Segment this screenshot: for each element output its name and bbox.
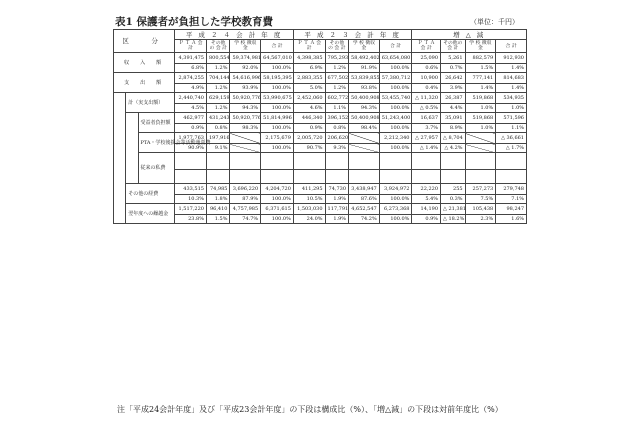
cell-p: 9.3% [325, 144, 349, 153]
cell-n: 1,503,030 [293, 204, 325, 215]
cell-p: 10.5% [293, 195, 325, 204]
cell-p: 1.4% [496, 64, 527, 73]
table-row [114, 84, 527, 93]
cell-p: 23.8% [175, 215, 207, 224]
cell-p [230, 144, 261, 153]
cell-n [496, 153, 527, 170]
cell-n: 74,730 [325, 184, 349, 195]
cell-p: 1.4% [465, 84, 496, 93]
group-indent [114, 93, 126, 224]
cell-n: 3,696,220 [230, 184, 261, 195]
cell-n: 58,195,395 [261, 73, 294, 84]
cell-p [261, 170, 294, 184]
cell-n: 534,935 [496, 93, 527, 104]
cell-n: 16,637 [412, 113, 441, 124]
cell-n: 777,141 [465, 73, 496, 84]
cell-n: 6,371,615 [261, 204, 294, 215]
cell-n: 96,410 [206, 204, 230, 215]
footnote: 注「平成24会計年度」及び「平成23会計年度」の下段は構成比（%）、「増△減」の下段は対前年度比（%） [117, 405, 503, 414]
cell-n: 2,874,255 [175, 73, 207, 84]
cell-p: 0.8% [206, 124, 230, 133]
cell-p: 10.3% [175, 195, 207, 204]
cell-p: 100.0% [261, 104, 294, 113]
cell-p: 87.9% [230, 195, 261, 204]
header-pta: Ｐ Ｔ Ａ 会 計 [175, 40, 207, 53]
cell-p: 5.4% [412, 195, 441, 204]
cell-p: 1.9% [325, 195, 349, 204]
header-fy23: 平 成 ２ ３ 会 計 年 度 [293, 30, 412, 40]
cell-n: 446,340 [293, 113, 325, 124]
cell-n: 433,515 [175, 184, 207, 195]
row-label: 受益者負担額 [138, 113, 175, 133]
row-label: その他の経費 [126, 184, 175, 204]
cell-n: △ 11,320 [412, 93, 441, 104]
cell-p: 100.0% [261, 195, 294, 204]
cell-p: △ 4.2% [441, 144, 466, 153]
cell-n: 5,261 [441, 53, 466, 64]
cell-p: 6.9% [293, 64, 325, 73]
cell-p: 90.9% [175, 144, 207, 153]
table-row [114, 215, 527, 224]
cell-n [293, 153, 325, 170]
cell-n: 629,159 [206, 93, 230, 104]
cell-n: 74,985 [206, 184, 230, 195]
cell-p: 4.4% [441, 104, 466, 113]
cell-p: 1.4% [496, 84, 527, 93]
cell-n: 2,175,679 [261, 133, 294, 144]
header-change: 増 △ 減 [412, 30, 527, 40]
cell-n [349, 153, 380, 170]
unit-note: （単位：千円） [470, 18, 519, 26]
cell-n: 677,502 [325, 73, 349, 84]
cell-p: 24.0% [293, 215, 325, 224]
cell-n: 197,916 [206, 133, 230, 144]
cell-n: 53,990,675 [261, 93, 294, 104]
table-row [114, 195, 527, 204]
cell-n: 6,273,368 [379, 204, 412, 215]
cell-p [230, 170, 261, 184]
cell-n: 50,400,908 [349, 113, 380, 124]
cell-n: 795,293 [325, 53, 349, 64]
cell-p: 4.9% [175, 84, 207, 93]
cell-n [412, 153, 441, 170]
cell-n: 54,616,996 [230, 73, 261, 84]
cell-p: 0.9% [293, 124, 325, 133]
cell-p: 1.2% [325, 64, 349, 73]
cell-p: 74.2% [349, 215, 380, 224]
header-total: 合 計 [496, 40, 527, 53]
cell-p: 100.0% [379, 124, 412, 133]
cell-n: 1,977,763 [175, 133, 207, 144]
cell-n: 57,380,712 [379, 73, 412, 84]
cell-n: 411,295 [293, 184, 325, 195]
cell-n: 257,273 [465, 184, 496, 195]
cell-n: 4,398,385 [293, 53, 325, 64]
header-pta: Ｐ Ｔ Ａ 会 計 [412, 40, 441, 53]
cell-p: 1.0% [465, 124, 496, 133]
table-row [114, 53, 527, 64]
cell-n: 117,791 [325, 204, 349, 215]
row-label: 収 入 額 [114, 53, 175, 73]
cell-p: 0.3% [441, 195, 466, 204]
cell-n: 3,438,947 [349, 184, 380, 195]
cell-n: 64,567,010 [261, 53, 294, 64]
cell-n: 2,452,060 [293, 93, 325, 104]
cell-n: 2,212,340 [379, 133, 412, 144]
cell-n: 53,839,855 [349, 73, 380, 84]
cell-n: 255 [441, 184, 466, 195]
cell-p: 0.9% [412, 215, 441, 224]
cell-p: 0.7% [441, 64, 466, 73]
cell-n: 2,440,740 [175, 93, 207, 104]
document-title: 表1 保護者が負担した学校教育費 [115, 16, 273, 28]
header-fy24: 平 成 ２ ４ 会 計 年 度 [175, 30, 294, 40]
cell-n: 4,757,985 [230, 204, 261, 215]
cell-p [379, 170, 412, 184]
header-total: 合 計 [379, 40, 412, 53]
cell-n: 704,144 [206, 73, 230, 84]
cell-p [441, 170, 466, 184]
cell-p: 3.9% [441, 84, 466, 93]
row-label: 従来の私費 [138, 153, 175, 184]
cell-n: 53,455,740 [379, 93, 412, 104]
cell-n: 50,920,776 [230, 113, 261, 124]
table-row [114, 113, 527, 124]
cell-n: 59,374,981 [230, 53, 261, 64]
table-row [114, 184, 527, 195]
cell-n [379, 153, 412, 170]
table-row [114, 64, 527, 73]
row-label: 計（実支出額） [126, 93, 175, 113]
cell-p: 3.7% [412, 124, 441, 133]
cell-n: 912,930 [496, 53, 527, 64]
table-row [114, 204, 527, 215]
table-row [114, 153, 527, 170]
cell-p: 93.8% [349, 84, 380, 93]
cell-p: 6.8% [175, 64, 207, 73]
table-row [114, 93, 527, 104]
cell-p: 100.0% [261, 215, 294, 224]
cell-n [230, 153, 261, 170]
cell-p: 100.0% [261, 124, 294, 133]
cell-p: 1.1% [325, 104, 349, 113]
cell-n: 800,554 [206, 53, 230, 64]
cell-n: 22,220 [412, 184, 441, 195]
cell-p: 1.5% [465, 64, 496, 73]
cell-n: 519,868 [465, 113, 496, 124]
cell-p: 93.9% [230, 84, 261, 93]
cell-p: 91.9% [349, 64, 380, 73]
cell-p: 1.5% [206, 215, 230, 224]
cell-n: 206,620 [325, 133, 349, 144]
cell-n: 25,090 [412, 53, 441, 64]
cell-p: 98.3% [230, 124, 261, 133]
cell-n [175, 153, 207, 170]
cell-p: 94.3% [349, 104, 380, 113]
cell-n: 4,652,547 [349, 204, 380, 215]
cell-p [465, 144, 496, 153]
cell-p: 1.8% [206, 195, 230, 204]
header-other: その他の 会 計 [441, 40, 466, 53]
cell-p: 9.1% [206, 144, 230, 153]
cell-n: 50,400,908 [349, 93, 380, 104]
cell-p: 1.0% [465, 104, 496, 113]
cell-n: 2,883,355 [293, 73, 325, 84]
cell-p [349, 170, 380, 184]
cell-n: 602,772 [325, 93, 349, 104]
cell-p: 100.0% [379, 64, 412, 73]
cell-n: △ 21,381 [441, 204, 466, 215]
header-other: その他の 会 計 [206, 40, 230, 53]
cell-p: 0.6% [412, 64, 441, 73]
cell-p: △ 0.5% [412, 104, 441, 113]
cell-n: 50,920,776 [230, 93, 261, 104]
sub-indent [126, 113, 138, 184]
cell-p: 100.0% [379, 195, 412, 204]
cell-n [465, 153, 496, 170]
cell-p: 1.0% [496, 104, 527, 113]
cell-p: 92.0% [230, 64, 261, 73]
cell-n: 3,924,972 [379, 184, 412, 195]
cell-n: 882,579 [465, 53, 496, 64]
cell-n: 51,243,400 [379, 113, 412, 124]
cell-p: 1.2% [206, 84, 230, 93]
school-expense-table [113, 29, 527, 224]
cell-p: 1.2% [206, 104, 230, 113]
cell-p: △ 18.2% [441, 215, 466, 224]
cell-n: 26,387 [441, 93, 466, 104]
cell-n: 4,391,475 [175, 53, 207, 64]
cell-p: 1.9% [325, 215, 349, 224]
cell-p [412, 170, 441, 184]
table-row [114, 104, 527, 113]
cell-n: 814,683 [496, 73, 527, 84]
cell-n: 1,517,220 [175, 204, 207, 215]
cell-p: △ 1.7% [496, 144, 527, 153]
cell-p: 0.8% [325, 124, 349, 133]
cell-p: 100.0% [379, 84, 412, 93]
cell-p: 100.0% [261, 64, 294, 73]
cell-n: 35,091 [441, 113, 466, 124]
header-kubun: 区 分 [114, 30, 175, 53]
cell-n [441, 153, 466, 170]
cell-p: 100.0% [379, 215, 412, 224]
cell-n: 431,243 [206, 113, 230, 124]
cell-n: △ 27,957 [412, 133, 441, 144]
cell-n: 4,204,720 [261, 184, 294, 195]
cell-p [465, 170, 496, 184]
cell-p: 74.7% [230, 215, 261, 224]
cell-n: 2,005,720 [293, 133, 325, 144]
cell-p: 8.9% [441, 124, 466, 133]
table-row [114, 170, 527, 184]
cell-n: 396,152 [325, 113, 349, 124]
cell-n: 571,596 [496, 113, 527, 124]
cell-n [465, 133, 496, 144]
cell-p: 2.3% [465, 215, 496, 224]
row-label: PTA・学校後援会等活動運営費 [138, 133, 175, 153]
cell-p: △ 1.4% [412, 144, 441, 153]
cell-n: 14,190 [412, 204, 441, 215]
cell-p: 5.0% [293, 84, 325, 93]
cell-p: 0.4% [412, 84, 441, 93]
header-other: その他の 会 計 [325, 40, 349, 53]
cell-n: 26,642 [441, 73, 466, 84]
cell-p: 1.2% [206, 64, 230, 73]
cell-p [293, 170, 325, 184]
header-school: 学 校 徴収金 [349, 40, 380, 53]
header-school: 学 校 徴収金 [465, 40, 496, 53]
cell-p: 7.1% [496, 195, 527, 204]
cell-p [206, 170, 230, 184]
cell-n: △ 36,661 [496, 133, 527, 144]
cell-n: 519,868 [465, 93, 496, 104]
cell-p: 87.6% [349, 195, 380, 204]
cell-p: 7.5% [465, 195, 496, 204]
cell-p: 90.7% [293, 144, 325, 153]
cell-p: 98.4% [349, 124, 380, 133]
cell-n: 98,247 [496, 204, 527, 215]
cell-p [175, 170, 207, 184]
cell-n: △ 8,704 [441, 133, 466, 144]
cell-p: 0.9% [175, 124, 207, 133]
cell-n: 51,814,996 [261, 113, 294, 124]
table-row [114, 73, 527, 84]
cell-p: 4.5% [175, 104, 207, 113]
cell-p [349, 144, 380, 153]
cell-n: 58,492,402 [349, 53, 380, 64]
table-row [114, 124, 527, 133]
cell-n: 10,900 [412, 73, 441, 84]
table-row [114, 133, 527, 144]
header-school: 学 校 徴収金 [230, 40, 261, 53]
cell-p: 94.3% [230, 104, 261, 113]
cell-p: 100.0% [379, 104, 412, 113]
cell-p: 1.6% [496, 215, 527, 224]
cell-n [325, 153, 349, 170]
cell-n [349, 133, 380, 144]
cell-p: 1.1% [496, 124, 527, 133]
cell-p [325, 170, 349, 184]
cell-n: 63,654,080 [379, 53, 412, 64]
header-pta: Ｐ Ｔ Ａ 会 計 [293, 40, 325, 53]
cell-n: 279,748 [496, 184, 527, 195]
row-label: 翌年度への繰越金 [126, 204, 175, 224]
cell-n: 462,977 [175, 113, 207, 124]
cell-p: 100.0% [261, 84, 294, 93]
row-label: 支 出 額 [114, 73, 175, 93]
header-total: 合 計 [261, 40, 294, 53]
cell-n: 105,438 [465, 204, 496, 215]
cell-p [496, 170, 527, 184]
cell-p: 100.0% [261, 144, 294, 153]
cell-p: 100.0% [379, 144, 412, 153]
cell-n [206, 153, 230, 170]
cell-n [230, 133, 261, 144]
cell-p: 1.2% [325, 84, 349, 93]
cell-p: 4.6% [293, 104, 325, 113]
cell-n [261, 153, 294, 170]
